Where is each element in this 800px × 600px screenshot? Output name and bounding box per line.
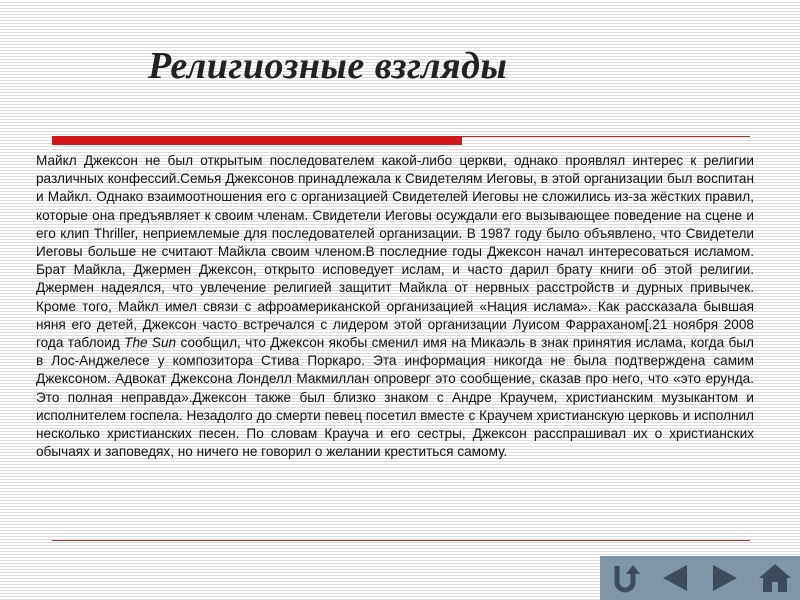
- title-divider-accent: [52, 136, 462, 145]
- return-button[interactable]: [605, 558, 645, 598]
- home-button[interactable]: [755, 558, 795, 598]
- body-text-part-1: Майкл Джексон не был открытым последователем какой-либо церкви, однако проявлял интерес к религии различных конфессий.Семья Джексонов принадлежала к Свидетелям Иеговы, в этой организации был воспитан и Майкл. Однако взаимоотношения его с организацией Свидетелей Иеговы не сложились из-за жёстких правил, которые она предъявляет к своим членам. Свидетели Иеговы осуждали его вызывающее поведение на сцене и его клип Thriller, неприемлемые для последователей организации. В 1987 году было объявлено, что Свидетели Иеговы больше не считают Майкла своим членом.В последние годы Джексон начал интересоваться исламом. Брат Майкла, Джермен Джексон, открыто исповедует ислам, и часто дарил брату книги об этой религии. Джермен надеялся, что увлечение религией защитит Майкла от нервных расстройств и дурных привычек. Кроме того, Майкл имел связи с афроамериканской организацией «Нация ислама». Как рассказала бывшая няня его детей, Джексон часто встречался с лидером этой организации Луисом Фарраханом[.21 ноября 2008 года таблоид: [36, 153, 754, 351]
- slide-body-text: [36, 152, 754, 461]
- arrow-left-icon: [659, 562, 691, 594]
- previous-slide-button[interactable]: [655, 558, 695, 598]
- home-icon: [758, 562, 792, 594]
- slide-title: Религиозные взгляды: [148, 45, 508, 87]
- body-text-part-2: сообщил, что Джексон якобы сменил имя на Микаэль в знак принятия ислама, когда был в Лос-Анджелесе у композитора Стива Поркаро. Эта информация никогда не была подтверждена самим Джексоном. Адвокат Джексона Лонделл Макмиллан опроверг это сообщение, сказав про него, что «это ерунда. Это полная неправда».Джексон также был близко знаком с Андре Краучем, христианским музыкантом и исполнителем госпела. Незадолго до смерти певец посетил вместе с Краучем христианскую церковь и исполнил несколько христианских песен. По словам Крауча и его сестры, Джексон расспрашивал их о христианских обычаях и заповедях, но ничего не говорил о желании креститься самому.: [36, 335, 754, 460]
- source-name-italic: The Sun: [124, 335, 177, 351]
- arrow-right-icon: [709, 562, 741, 594]
- return-icon: [609, 562, 641, 594]
- bottom-divider: [52, 540, 750, 541]
- slide-navigation-bar: [600, 556, 800, 600]
- next-slide-button[interactable]: [705, 558, 745, 598]
